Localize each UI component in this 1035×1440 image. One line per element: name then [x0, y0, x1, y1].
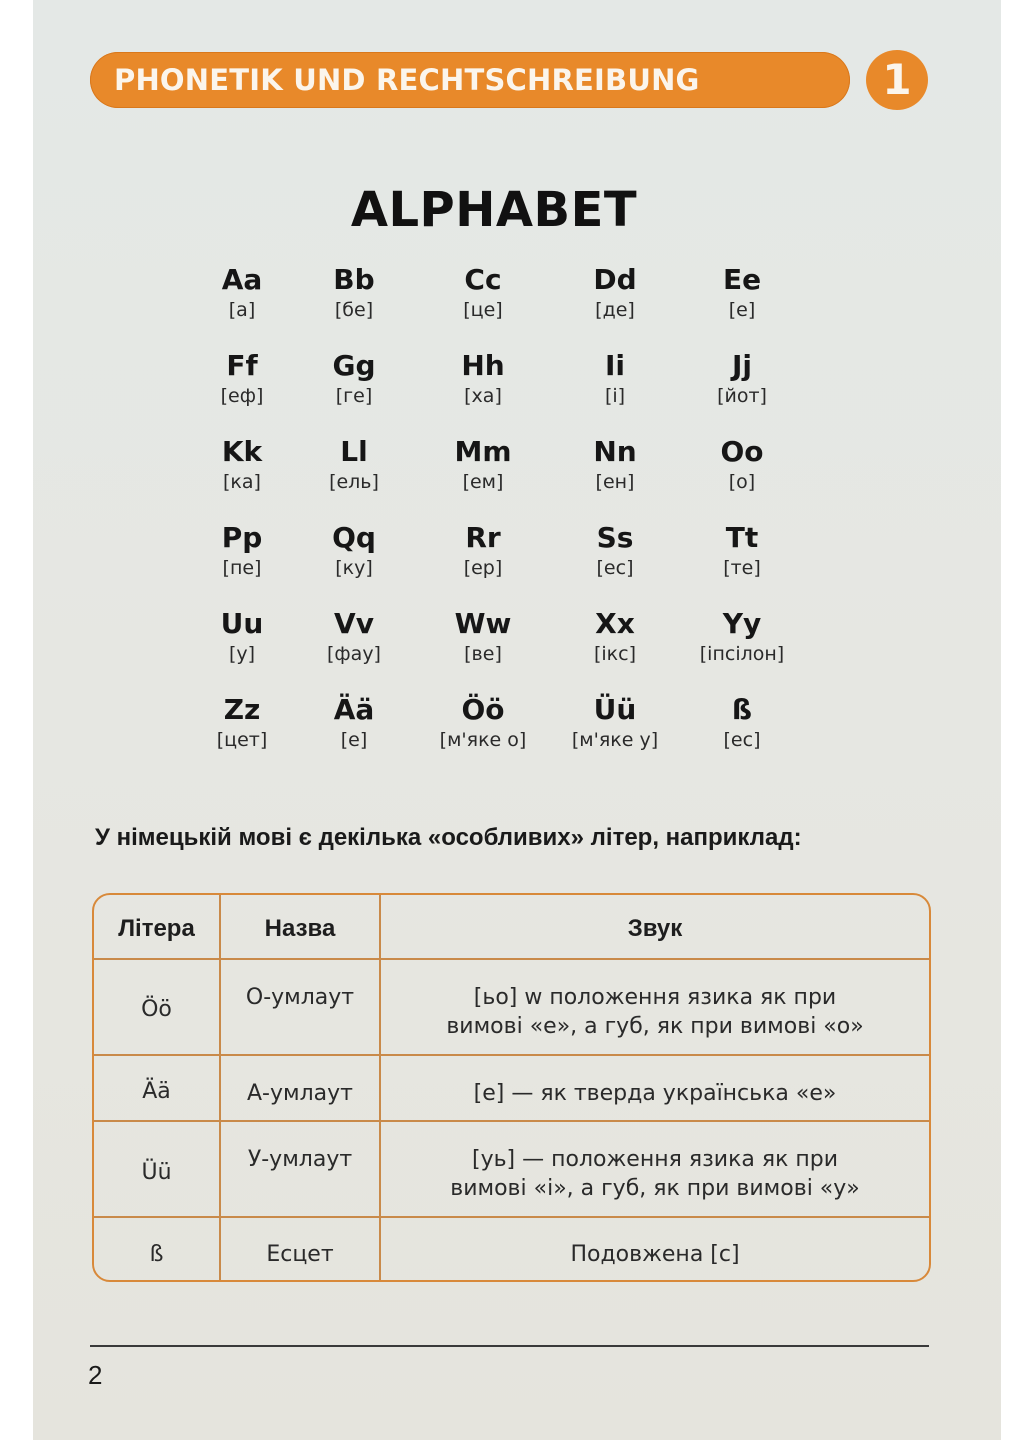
alphabet-cell	[667, 350, 817, 408]
table-cell-letter: Ää	[142, 1079, 171, 1104]
transcription: [е]	[340, 729, 368, 751]
table-cell-name: У-умлаут	[247, 1147, 353, 1172]
letter: Üü	[593, 693, 637, 726]
letter: ß	[731, 693, 753, 726]
transcription: [ес]	[723, 729, 761, 751]
transcription: [ха]	[464, 385, 502, 407]
letter: Hh	[461, 349, 505, 382]
letter: Bb	[333, 263, 375, 296]
transcription: [м'яке у]	[571, 729, 659, 751]
alphabet-cell	[408, 350, 558, 408]
chapter-banner	[90, 52, 850, 108]
alphabet-cell	[667, 264, 817, 322]
table-cell-letter: ß	[149, 1242, 164, 1267]
sound-line: [уь] — положення язика як при	[471, 1147, 838, 1172]
chapter-number-badge: 1	[866, 50, 928, 110]
table-cell-sound: Подовжена [с]	[570, 1242, 740, 1267]
transcription: [у]	[228, 643, 256, 665]
table-cell-name: О-умлаут	[245, 985, 355, 1010]
row-divider	[94, 1120, 929, 1122]
intro-text: У німецькій мові є декілька «особливих» літер, наприклад:	[95, 824, 802, 851]
page-title: ALPHABET	[350, 182, 638, 238]
alphabet-cell	[408, 522, 558, 580]
header-letter: Літера	[118, 915, 195, 942]
alphabet-cell	[408, 436, 558, 494]
letter: Mm	[454, 435, 512, 468]
transcription: [і]	[604, 385, 626, 407]
letter: Pp	[221, 521, 263, 554]
transcription: [ель]	[329, 471, 379, 493]
transcription: [ге]	[335, 385, 373, 407]
letter: Ee	[722, 263, 762, 296]
transcription: [фау]	[327, 643, 381, 665]
alphabet-cell	[667, 608, 817, 666]
transcription: [м'яке о]	[439, 729, 527, 751]
row-divider	[94, 1054, 929, 1056]
letter: Aa	[221, 263, 263, 296]
transcription: [ен]	[595, 471, 635, 493]
letter: Jj	[731, 349, 752, 382]
letter: Qq	[332, 521, 376, 554]
alphabet-cell	[279, 694, 429, 752]
transcription: [ер]	[463, 557, 503, 579]
table-cell-name: Есцет	[266, 1242, 334, 1267]
transcription: [це]	[463, 299, 503, 321]
sound-line: вимові «і», а губ, як при вимові «у»	[450, 1176, 860, 1201]
table-cell-letter: Üü	[141, 1160, 172, 1185]
header-sound: Звук	[627, 915, 683, 942]
transcription: [ку]	[335, 557, 373, 579]
transcription: [іпсілон]	[699, 643, 785, 665]
letter: Rr	[465, 521, 501, 554]
letter: Gg	[332, 349, 376, 382]
sound-line: [ьо] w положення язика як при	[473, 985, 837, 1010]
letter: Tt	[725, 521, 759, 554]
table-cell-sound	[381, 1147, 929, 1201]
alphabet-cell	[279, 436, 429, 494]
page-number: 2	[88, 1360, 103, 1390]
row-divider	[94, 1216, 929, 1218]
transcription: [йот]	[717, 385, 767, 407]
transcription: [ем]	[462, 471, 504, 493]
letter: Xx	[595, 607, 635, 640]
alphabet-cell	[279, 350, 429, 408]
letter: Ww	[454, 607, 512, 640]
letter: Oo	[720, 435, 764, 468]
alphabet-cell	[408, 694, 558, 752]
special-letters-table	[92, 893, 931, 1282]
transcription: [о]	[728, 471, 756, 493]
transcription: [ікс]	[593, 643, 637, 665]
chapter-title: PHONETIK UND RECHTSCHREIBUNG	[114, 63, 700, 97]
letter: Ll	[340, 435, 368, 468]
table-cell-sound: [е] — як тверда українська «е»	[473, 1081, 837, 1106]
transcription: [ка]	[223, 471, 261, 493]
transcription: [те]	[723, 557, 761, 579]
alphabet-cell	[408, 264, 558, 322]
row-divider	[94, 958, 929, 960]
alphabet-cell	[279, 608, 429, 666]
transcription: [е]	[728, 299, 756, 321]
table-cell-sound	[381, 985, 929, 1039]
transcription: [а]	[228, 299, 256, 321]
alphabet-cell	[279, 264, 429, 322]
transcription: [цет]	[216, 729, 268, 751]
alphabet-cell	[667, 436, 817, 494]
header-name: Назва	[264, 915, 336, 942]
letter: Uu	[220, 607, 264, 640]
letter: Yy	[722, 607, 762, 640]
sound-line: вимові «е», а губ, як при вимові «о»	[446, 1014, 864, 1039]
table-cell-name: А-умлаут	[247, 1081, 353, 1106]
transcription: [ес]	[596, 557, 634, 579]
letter: Nn	[593, 435, 637, 468]
transcription: [ве]	[464, 643, 502, 665]
letter: Ff	[226, 349, 258, 382]
footer-divider	[90, 1345, 929, 1347]
letter: Dd	[593, 263, 637, 296]
letter: Kk	[221, 435, 263, 468]
table-cell-letter: Öö	[141, 997, 172, 1022]
alphabet-cell	[408, 608, 558, 666]
transcription: [бе]	[334, 299, 374, 321]
letter: Öö	[461, 693, 505, 726]
letter: Vv	[334, 607, 374, 640]
letter: Ss	[596, 521, 634, 554]
letter: Zz	[223, 693, 261, 726]
letter: Cc	[464, 263, 502, 296]
transcription: [де]	[595, 299, 635, 321]
transcription: [пе]	[222, 557, 262, 579]
transcription: [еф]	[220, 385, 264, 407]
alphabet-cell	[667, 522, 817, 580]
letter: Ää	[333, 693, 375, 726]
alphabet-cell	[279, 522, 429, 580]
letter: Ii	[604, 349, 625, 382]
alphabet-cell	[667, 694, 817, 752]
